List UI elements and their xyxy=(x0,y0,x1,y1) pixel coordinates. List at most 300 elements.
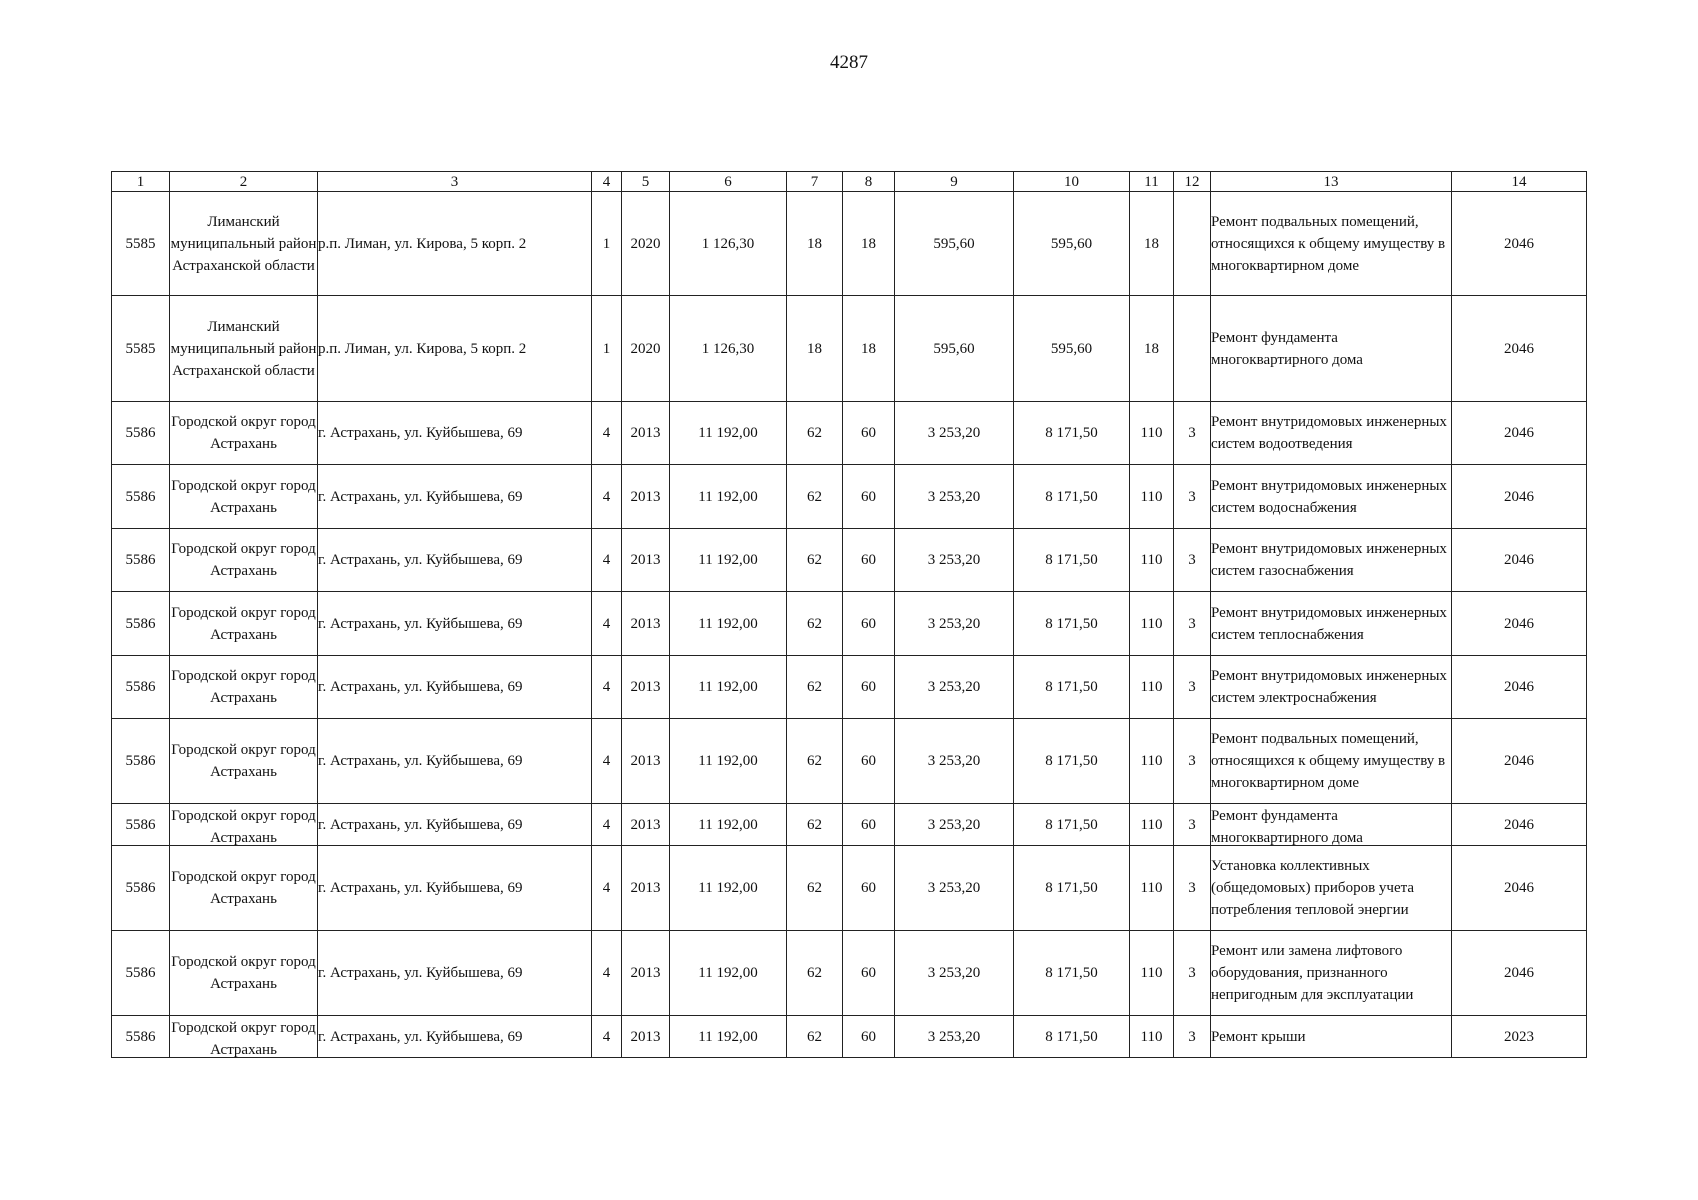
planned-year-text: 2046 xyxy=(1504,679,1534,695)
cell-total-area xyxy=(670,529,787,592)
column-header-6: 6 xyxy=(670,172,787,192)
municipality-text: Городской округ город Астрахань xyxy=(171,742,316,780)
cell-registered-residents xyxy=(1130,846,1174,931)
planned-year-text: 2046 xyxy=(1504,235,1534,252)
cell-registered-residents xyxy=(1130,192,1174,296)
year-built-text: 2013 xyxy=(630,488,661,505)
cell-year-built xyxy=(622,931,670,1016)
cell-floors xyxy=(592,296,622,402)
cell-floors xyxy=(592,402,622,465)
cell-year-built xyxy=(622,592,670,656)
cell-planned-year xyxy=(1452,296,1587,402)
cell-repair-type xyxy=(1211,402,1452,465)
page-number: 4287 xyxy=(830,52,868,73)
cell-registered-residents xyxy=(1130,1016,1174,1058)
cell-repair-type xyxy=(1211,931,1452,1016)
total-area-text: 1 126,30 xyxy=(701,340,755,357)
residential-area-text: 3 253,20 xyxy=(927,816,981,833)
cell-residential-area xyxy=(895,656,1014,719)
column-header-12: 12 xyxy=(1174,172,1211,192)
living-area-text: 8 171,50 xyxy=(1045,679,1098,695)
column-header-10: 10 xyxy=(1014,172,1130,192)
entrances-text: 3 xyxy=(1188,1028,1196,1045)
cell-municipality xyxy=(170,719,318,804)
cell-address xyxy=(318,296,592,402)
planned-year-text: 2046 xyxy=(1504,340,1534,357)
cell-residential-area xyxy=(895,846,1014,931)
table-row xyxy=(112,804,1587,846)
apartments-count-text: 62 xyxy=(807,425,822,441)
header-row xyxy=(112,172,1587,192)
table-row xyxy=(112,592,1587,656)
cell-residential-area xyxy=(895,402,1014,465)
residents-count-text: 18 xyxy=(861,235,876,252)
registered-residents-text: 110 xyxy=(1140,753,1163,769)
cell-total-area xyxy=(670,804,787,846)
column-header-11: 11 xyxy=(1130,172,1174,192)
cell-registered-residents xyxy=(1130,465,1174,529)
municipality-text: Городской округ город Астрахань xyxy=(171,869,316,907)
cell-year-built xyxy=(622,402,670,465)
cell-municipality xyxy=(170,656,318,719)
residential-area-text: 3 253,20 xyxy=(927,753,981,769)
row-number-text: 5586 xyxy=(125,880,156,896)
cell-repair-type xyxy=(1211,465,1452,529)
living-area-text: 8 171,50 xyxy=(1045,753,1098,769)
cell-total-area xyxy=(670,931,787,1016)
cell-registered-residents xyxy=(1130,296,1174,402)
repair-type-text: Ремонт фундамента многоквартирного дома xyxy=(1211,807,1363,845)
cell-entrances xyxy=(1174,1016,1211,1058)
cell-repair-type xyxy=(1211,529,1452,592)
repair-type-text: Ремонт крыши xyxy=(1211,1028,1306,1045)
cell-living-area xyxy=(1014,846,1130,931)
column-header-1: 1 xyxy=(112,172,170,192)
cell-municipality xyxy=(170,804,318,846)
cell-residential-area xyxy=(895,719,1014,804)
planned-year-text: 2046 xyxy=(1504,552,1534,568)
cell-floors xyxy=(592,1016,622,1058)
cell-entrances xyxy=(1174,296,1211,402)
cell-apartments-count xyxy=(787,846,843,931)
cell-residents-count xyxy=(843,296,895,402)
address-text: г. Астрахань, ул. Куйбышева, 69 xyxy=(318,965,523,981)
address-text: г. Астрахань, ул. Куйбышева, 69 xyxy=(318,753,523,769)
column-header-3: 3 xyxy=(318,172,592,192)
planned-year-text: 2023 xyxy=(1504,1028,1534,1045)
year-built-text: 2020 xyxy=(630,235,661,252)
cell-floors xyxy=(592,656,622,719)
cell-living-area xyxy=(1014,402,1130,465)
cell-floors xyxy=(592,192,622,296)
cell-repair-type xyxy=(1211,192,1452,296)
repair-schedule-table xyxy=(111,171,1587,1058)
cell-residents-count xyxy=(843,529,895,592)
cell-address xyxy=(318,931,592,1016)
cell-apartments-count xyxy=(787,592,843,656)
total-area-text: 11 192,00 xyxy=(698,816,758,833)
cell-registered-residents xyxy=(1130,931,1174,1016)
cell-planned-year xyxy=(1452,656,1587,719)
cell-living-area xyxy=(1014,656,1130,719)
residents-count-text: 60 xyxy=(861,880,876,896)
cell-year-built xyxy=(622,719,670,804)
floors-text: 4 xyxy=(602,1028,611,1045)
repair-type-text: Ремонт внутридомовых инженерных систем водоотведения xyxy=(1211,414,1447,452)
living-area-text: 8 171,50 xyxy=(1045,488,1098,505)
cell-repair-type xyxy=(1211,592,1452,656)
residents-count-text: 60 xyxy=(861,425,876,441)
cell-row-number xyxy=(112,846,170,931)
living-area-text: 8 171,50 xyxy=(1045,552,1098,568)
row-number-text: 5586 xyxy=(125,679,156,695)
cell-planned-year xyxy=(1452,1016,1587,1058)
planned-year-text: 2046 xyxy=(1504,615,1534,632)
floors-text: 4 xyxy=(602,615,611,632)
municipality-text: Городской округ город Астрахань xyxy=(171,1019,316,1057)
total-area-text: 11 192,00 xyxy=(698,615,758,632)
apartments-count-text: 62 xyxy=(807,488,822,505)
residential-area-text: 3 253,20 xyxy=(927,425,981,441)
registered-residents-text: 110 xyxy=(1140,615,1163,632)
total-area-text: 11 192,00 xyxy=(698,552,758,568)
apartments-count-text: 62 xyxy=(807,965,822,981)
column-header-9: 9 xyxy=(895,172,1014,192)
municipality-text: Городской округ город Астрахань xyxy=(171,414,316,452)
registered-residents-text: 18 xyxy=(1144,340,1159,357)
planned-year-text: 2046 xyxy=(1504,488,1534,505)
entrances-text: 3 xyxy=(1188,679,1196,695)
cell-address xyxy=(318,402,592,465)
residents-count-text: 60 xyxy=(861,1028,876,1045)
entrances-text: 3 xyxy=(1188,425,1196,441)
total-area-text: 11 192,00 xyxy=(698,488,758,505)
cell-living-area xyxy=(1014,592,1130,656)
row-number-text: 5586 xyxy=(125,425,156,441)
cell-year-built xyxy=(622,804,670,846)
cell-entrances xyxy=(1174,529,1211,592)
cell-row-number xyxy=(112,529,170,592)
registered-residents-text: 110 xyxy=(1140,425,1163,441)
living-area-text: 8 171,50 xyxy=(1045,615,1098,632)
total-area-text: 11 192,00 xyxy=(698,1028,758,1045)
floors-text: 4 xyxy=(602,816,611,833)
floors-text: 4 xyxy=(602,880,611,896)
cell-living-area xyxy=(1014,719,1130,804)
cell-floors xyxy=(592,719,622,804)
cell-residents-count xyxy=(843,846,895,931)
total-area-text: 11 192,00 xyxy=(698,753,758,769)
cell-residents-count xyxy=(843,402,895,465)
cell-registered-residents xyxy=(1130,656,1174,719)
year-built-text: 2013 xyxy=(630,425,661,441)
cell-total-area xyxy=(670,465,787,529)
cell-year-built xyxy=(622,529,670,592)
cell-living-area xyxy=(1014,931,1130,1016)
address-text: р.п. Лиман, ул. Кирова, 5 корп. 2 xyxy=(318,340,527,357)
entrances-text: 3 xyxy=(1188,615,1196,632)
row-number-text: 5586 xyxy=(125,965,156,981)
residents-count-text: 60 xyxy=(861,679,876,695)
cell-repair-type xyxy=(1211,804,1452,846)
cell-apartments-count xyxy=(787,931,843,1016)
cell-address xyxy=(318,846,592,931)
cell-planned-year xyxy=(1452,931,1587,1016)
registered-residents-text: 110 xyxy=(1140,488,1163,505)
cell-living-area xyxy=(1014,465,1130,529)
floors-text: 1 xyxy=(602,340,611,357)
cell-planned-year xyxy=(1452,719,1587,804)
table-row xyxy=(112,296,1587,402)
cell-address xyxy=(318,719,592,804)
residents-count-text: 60 xyxy=(861,965,876,981)
cell-apartments-count xyxy=(787,656,843,719)
address-text: г. Астрахань, ул. Куйбышева, 69 xyxy=(318,552,523,568)
cell-year-built xyxy=(622,1016,670,1058)
cell-entrances xyxy=(1174,656,1211,719)
cell-year-built xyxy=(622,656,670,719)
cell-apartments-count xyxy=(787,719,843,804)
cell-total-area xyxy=(670,296,787,402)
cell-total-area xyxy=(670,402,787,465)
living-area-text: 595,60 xyxy=(1050,340,1093,357)
row-number-text: 5586 xyxy=(125,1028,156,1045)
address-text: г. Астрахань, ул. Куйбышева, 69 xyxy=(318,425,523,441)
row-number-text: 5585 xyxy=(125,340,156,357)
cell-floors xyxy=(592,846,622,931)
table-row xyxy=(112,931,1587,1016)
cell-planned-year xyxy=(1452,804,1587,846)
cell-apartments-count xyxy=(787,804,843,846)
row-number-text: 5586 xyxy=(125,615,156,632)
cell-row-number xyxy=(112,804,170,846)
municipality-text: Городской округ город Астрахань xyxy=(171,668,316,706)
cell-repair-type xyxy=(1211,719,1452,804)
residents-count-text: 60 xyxy=(861,816,876,833)
living-area-text: 595,60 xyxy=(1050,235,1093,252)
table-row xyxy=(112,656,1587,719)
row-number-text: 5586 xyxy=(125,552,156,568)
total-area-text: 11 192,00 xyxy=(698,425,758,441)
cell-residents-count xyxy=(843,465,895,529)
column-header-4: 4 xyxy=(592,172,622,192)
living-area-text: 8 171,50 xyxy=(1045,1028,1098,1045)
residential-area-text: 595,60 xyxy=(933,340,975,357)
cell-entrances xyxy=(1174,192,1211,296)
living-area-text: 8 171,50 xyxy=(1045,965,1098,981)
column-header-7: 7 xyxy=(787,172,843,192)
cell-entrances xyxy=(1174,402,1211,465)
year-built-text: 2013 xyxy=(630,965,661,981)
column-header-14: 14 xyxy=(1452,172,1587,192)
residential-area-text: 3 253,20 xyxy=(927,552,981,568)
cell-municipality xyxy=(170,931,318,1016)
floors-text: 4 xyxy=(602,679,611,695)
cell-residential-area xyxy=(895,1016,1014,1058)
cell-planned-year xyxy=(1452,529,1587,592)
cell-row-number xyxy=(112,1016,170,1058)
floors-text: 4 xyxy=(602,425,611,441)
cell-residents-count xyxy=(843,656,895,719)
cell-floors xyxy=(592,804,622,846)
repair-type-text: Ремонт фундамента многоквартирного дома xyxy=(1211,329,1363,368)
entrances-text: 3 xyxy=(1188,552,1196,568)
cell-total-area xyxy=(670,719,787,804)
cell-municipality xyxy=(170,592,318,656)
cell-address xyxy=(318,656,592,719)
cell-repair-type xyxy=(1211,846,1452,931)
cell-planned-year xyxy=(1452,465,1587,529)
cell-address xyxy=(318,529,592,592)
entrances-text: 3 xyxy=(1188,965,1196,981)
cell-row-number xyxy=(112,296,170,402)
table-body xyxy=(112,192,1587,1058)
repair-type-text: Ремонт внутридомовых инженерных систем газоснабжения xyxy=(1211,541,1447,579)
cell-planned-year xyxy=(1452,402,1587,465)
municipality-text: Городской округ город Астрахань xyxy=(171,604,316,643)
cell-planned-year xyxy=(1452,592,1587,656)
cell-living-area xyxy=(1014,296,1130,402)
planned-year-text: 2046 xyxy=(1504,753,1534,769)
cell-entrances xyxy=(1174,804,1211,846)
cell-living-area xyxy=(1014,529,1130,592)
cell-municipality xyxy=(170,465,318,529)
table-row xyxy=(112,1016,1587,1058)
cell-year-built xyxy=(622,846,670,931)
cell-entrances xyxy=(1174,719,1211,804)
planned-year-text: 2046 xyxy=(1504,816,1534,833)
total-area-text: 1 126,30 xyxy=(701,235,755,252)
cell-planned-year xyxy=(1452,192,1587,296)
row-number-text: 5586 xyxy=(125,488,156,505)
address-text: г. Астрахань, ул. Куйбышева, 69 xyxy=(318,880,523,896)
total-area-text: 11 192,00 xyxy=(698,679,758,695)
total-area-text: 11 192,00 xyxy=(698,880,758,896)
registered-residents-text: 110 xyxy=(1140,880,1163,896)
residential-area-text: 3 253,20 xyxy=(927,880,981,896)
cell-total-area xyxy=(670,592,787,656)
cell-residential-area xyxy=(895,296,1014,402)
address-text: г. Астрахань, ул. Куйбышева, 69 xyxy=(318,679,523,695)
cell-residential-area xyxy=(895,804,1014,846)
municipality-text: Городской округ город Астрахань xyxy=(171,807,316,845)
cell-entrances xyxy=(1174,465,1211,529)
cell-residents-count xyxy=(843,719,895,804)
cell-floors xyxy=(592,931,622,1016)
year-built-text: 2013 xyxy=(630,552,661,568)
table-row xyxy=(112,465,1587,529)
apartments-count-text: 62 xyxy=(807,816,822,833)
cell-row-number xyxy=(112,192,170,296)
table-row xyxy=(112,192,1587,296)
cell-entrances xyxy=(1174,846,1211,931)
residential-area-text: 3 253,20 xyxy=(927,1028,981,1045)
cell-residential-area xyxy=(895,465,1014,529)
cell-residential-area xyxy=(895,592,1014,656)
cell-residents-count xyxy=(843,804,895,846)
cell-total-area xyxy=(670,846,787,931)
cell-municipality xyxy=(170,1016,318,1058)
column-header-13: 13 xyxy=(1211,172,1452,192)
registered-residents-text: 110 xyxy=(1140,965,1163,981)
column-header-8: 8 xyxy=(843,172,895,192)
repair-type-text: Установка коллективных (общедомовых) приборов учета потребления тепловой энергии xyxy=(1211,858,1414,918)
row-number-text: 5586 xyxy=(125,816,156,833)
total-area-text: 11 192,00 xyxy=(698,965,758,981)
cell-registered-residents xyxy=(1130,719,1174,804)
repair-type-text: Ремонт или замена лифтового оборудования, признанного непригодным для эксплуатации xyxy=(1211,943,1414,1003)
cell-apartments-count xyxy=(787,402,843,465)
residential-area-text: 3 253,20 xyxy=(927,679,981,695)
residential-area-text: 595,60 xyxy=(933,235,975,252)
living-area-text: 8 171,50 xyxy=(1045,816,1098,833)
residents-count-text: 60 xyxy=(861,753,876,769)
municipality-text: Городской округ город Астрахань xyxy=(171,477,316,516)
residential-area-text: 3 253,20 xyxy=(927,965,981,981)
cell-address xyxy=(318,804,592,846)
cell-apartments-count xyxy=(787,296,843,402)
residents-count-text: 18 xyxy=(861,340,876,357)
entrances-text: 3 xyxy=(1188,816,1196,833)
living-area-text: 8 171,50 xyxy=(1045,880,1098,896)
cell-registered-residents xyxy=(1130,804,1174,846)
cell-address xyxy=(318,465,592,529)
cell-living-area xyxy=(1014,804,1130,846)
address-text: р.п. Лиман, ул. Кирова, 5 корп. 2 xyxy=(318,235,527,252)
apartments-count-text: 18 xyxy=(807,235,822,252)
cell-row-number xyxy=(112,465,170,529)
cell-entrances xyxy=(1174,592,1211,656)
cell-row-number xyxy=(112,656,170,719)
cell-living-area xyxy=(1014,1016,1130,1058)
entrances-text: 3 xyxy=(1188,880,1196,896)
planned-year-text: 2046 xyxy=(1504,880,1534,896)
cell-total-area xyxy=(670,192,787,296)
apartments-count-text: 62 xyxy=(807,880,822,896)
cell-repair-type xyxy=(1211,656,1452,719)
year-built-text: 2013 xyxy=(630,753,661,769)
row-number-text: 5586 xyxy=(125,753,156,769)
column-header-2: 2 xyxy=(170,172,318,192)
municipality-text: Городской округ город Астрахань xyxy=(171,541,316,579)
registered-residents-text: 110 xyxy=(1140,552,1163,568)
repair-type-text: Ремонт внутридомовых инженерных систем теплоснабжения xyxy=(1211,604,1447,643)
table-row xyxy=(112,846,1587,931)
address-text: г. Астрахань, ул. Куйбышева, 69 xyxy=(318,615,523,632)
cell-floors xyxy=(592,529,622,592)
cell-floors xyxy=(592,592,622,656)
entrances-text: 3 xyxy=(1188,488,1196,505)
cell-residential-area xyxy=(895,931,1014,1016)
residents-count-text: 60 xyxy=(861,488,876,505)
residential-area-text: 3 253,20 xyxy=(927,488,981,505)
cell-registered-residents xyxy=(1130,592,1174,656)
repair-type-text: Ремонт внутридомовых инженерных систем водоснабжения xyxy=(1211,477,1447,516)
row-number-text: 5585 xyxy=(125,235,156,252)
residential-area-text: 3 253,20 xyxy=(927,615,981,632)
registered-residents-text: 18 xyxy=(1144,235,1159,252)
cell-registered-residents xyxy=(1130,402,1174,465)
cell-living-area xyxy=(1014,192,1130,296)
cell-entrances xyxy=(1174,931,1211,1016)
cell-apartments-count xyxy=(787,529,843,592)
municipality-text: Лиманский муниципальный район Астраханской области xyxy=(170,318,317,379)
address-text: г. Астрахань, ул. Куйбышева, 69 xyxy=(318,1028,523,1045)
registered-residents-text: 110 xyxy=(1140,679,1163,695)
year-built-text: 2013 xyxy=(630,816,661,833)
repair-type-text: Ремонт внутридомовых инженерных систем электроснабжения xyxy=(1211,668,1447,706)
repair-type-text: Ремонт подвальных помещений, относящихся к общему имуществу в многоквартирном доме xyxy=(1211,213,1446,274)
